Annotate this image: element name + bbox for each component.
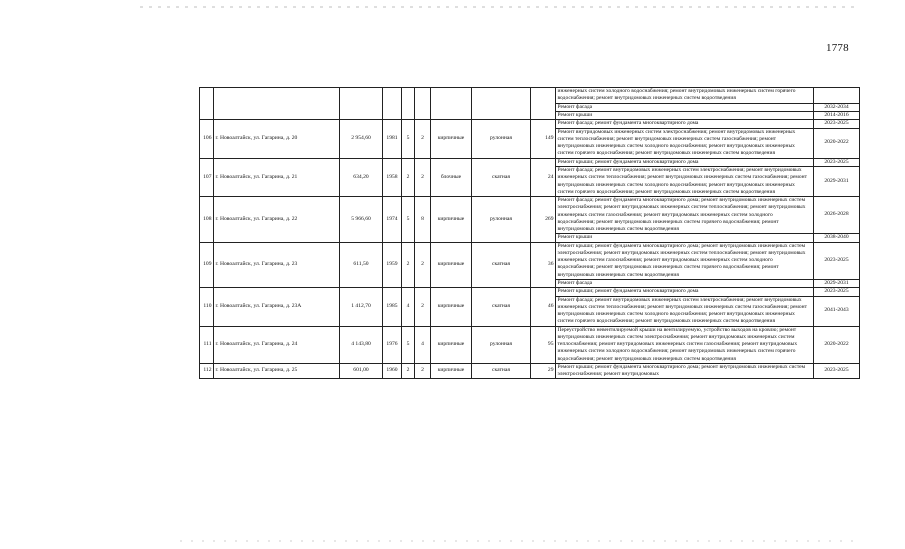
address-cell: г. Новоалтайск, ул. Гагарина, д. 20 [214, 120, 340, 158]
house-number-cell: 108 [200, 197, 214, 243]
address-cell: г. Новоалтайск, ул. Гагарина, д. 21 [214, 158, 340, 196]
term-cell: 2020-2022 [814, 128, 860, 158]
year-cell: 1958 [383, 158, 402, 196]
wall-material-cell: кирпичные [431, 197, 472, 243]
wall-material-cell: блочные [431, 158, 472, 196]
house-number-cell: 106 [200, 120, 214, 158]
empty-cell [340, 88, 383, 120]
term-cell: 2014-2016 [814, 111, 860, 119]
address-cell: г. Новоалтайск, ул. Гагарина, д. 24 [214, 326, 340, 363]
house-number-cell: 112 [200, 363, 214, 379]
empty-cell [383, 88, 402, 120]
term-cell: 2023-2025 [814, 363, 860, 379]
address-cell: г. Новоалтайск, ул. Гагарина, д. 22 [214, 197, 340, 243]
area-cell: 634,20 [340, 158, 383, 196]
term-cell: 2023-2025 [814, 242, 860, 279]
year-cell: 1959 [383, 242, 402, 288]
term-cell: 2023-2025 [814, 158, 860, 166]
floors-cell: 2 [402, 363, 415, 379]
area-cell: 601,00 [340, 363, 383, 379]
empty-cell [214, 88, 340, 120]
year-cell: 1974 [383, 197, 402, 243]
term-cell: 2026-2028 [814, 197, 860, 234]
work-cell: Ремонт крыши; ремонт фундамента многоквартирного дома; ремонт внутридомовых инженерных систем электроснабжения; ремонт внутридомовых [556, 363, 814, 379]
wall-material-cell: кирпичные [431, 326, 472, 363]
year-cell: 1981 [383, 120, 402, 158]
floors-cell: 2 [402, 242, 415, 288]
work-cell: Ремонт фасада [556, 279, 814, 287]
apartments-cell: 46 [531, 288, 556, 326]
floors-cell: 2 [402, 158, 415, 196]
work-cell: Ремонт крыши; ремонт фундамента многоквартирного дома [556, 288, 814, 296]
wall-material-cell: кирпичные [431, 363, 472, 379]
roof-type-cell: рулонная [472, 326, 531, 363]
entrances-cell: 4 [415, 326, 431, 363]
entrances-cell: 2 [415, 158, 431, 196]
roof-type-cell: рулонная [472, 120, 531, 158]
scan-artifact-top [140, 6, 860, 8]
table-row [200, 363, 860, 379]
apartments-cell: 149 [531, 120, 556, 158]
entrances-cell: 2 [415, 363, 431, 379]
table-row [200, 197, 860, 234]
empty-cell [402, 88, 415, 120]
empty-cell [472, 88, 531, 120]
house-number-cell: 109 [200, 242, 214, 288]
term-cell [814, 88, 860, 104]
work-cell: инженерных систем холодного водоснабжения; ремонт внутридомовых инженерных систем горячего водоснабжения; ремонт внутридомовых инженерных систем водоотведения [556, 88, 814, 104]
roof-type-cell: рулонная [472, 197, 531, 243]
term-cell: 2038-2040 [814, 234, 860, 242]
table-row [200, 158, 860, 166]
apartments-cell: 269 [531, 197, 556, 243]
area-cell: 2 954,60 [340, 120, 383, 158]
term-cell: 2020-2022 [814, 326, 860, 363]
work-cell: Ремонт фасада; ремонт внутридомовых инженерных систем электроснабжения; ремонт внутридомовых инженерных систем теплоснабжения; ремонт внутридомовых инженерных систем газоснабжения; ремонт внутридомовых инженерных систем холодного водоснабжения; ремонт внутридомовых инженерных систем горячего водоснабжения; ремонт внутридомовых инженерных систем водоотведения [556, 167, 814, 197]
work-cell: Ремонт фасада; ремонт фундамента многоквартирного дома; ремонт внутридомовых инженерных систем электроснабжения; ремонт внутридомовых инженерных систем теплоснабжения; ремонт внутридомовых инженерных систем газоснабжения; ремонт внутридомовых инженерных систем холодного водоснабжения; ремонт внутридомовых инженерных систем горячего водоснабжения; ремонт внутридомовых инженерных систем водоотведения [556, 197, 814, 234]
table-row [200, 326, 860, 363]
work-cell: Ремонт фасада [556, 103, 814, 111]
floors-cell: 5 [402, 326, 415, 363]
wall-material-cell: кирпичные [431, 242, 472, 288]
work-cell: Ремонт крыши; ремонт фундамента многоквартирного дома; ремонт внутридомовых инженерных систем электроснабжения; ремонт внутридомовых инженерных систем теплоснабжения; ремонт внутридомовых инженерных систем газоснабжения; ремонт внутридомовых инженерных систем холодного водоснабжения; ремонт внутридомовых инженерных систем горячего водоснабжения; ремонт внутридомовых инженерных систем водоотведения [556, 242, 814, 279]
empty-cell [415, 88, 431, 120]
roof-type-cell: скатная [472, 363, 531, 379]
work-cell: Ремонт крыши; ремонт фундамента многоквартирного дома [556, 158, 814, 166]
area-cell: 4 143,80 [340, 326, 383, 363]
empty-cell [431, 88, 472, 120]
work-cell: Ремонт внутридомовых инженерных систем электроснабжения; ремонт внутридомовых инженерных систем теплоснабжения; ремонт внутридомовых инженерных систем газоснабжения; ремонт внутридомовых инженерных систем холодного водоснабжения; ремонт внутридомовых инженерных систем горячего водоснабжения; ремонт внутридомовых инженерных систем водоотведения [556, 128, 814, 158]
area-cell: 5 966,60 [340, 197, 383, 243]
work-cell: Ремонт фасада; ремонт внутридомовых инженерных систем электроснабжения; ремонт внутридомовых инженерных систем теплоснабжения; ремонт внутридомовых инженерных систем газоснабжения; ремонт внутридомовых инженерных систем холодного водоснабжения; ремонт внутридомовых инженерных систем горячего водоснабжения; ремонт внутридомовых инженерных систем водоотведения [556, 296, 814, 326]
scan-artifact-bottom [180, 540, 860, 542]
work-cell: Ремонт крыши [556, 111, 814, 119]
term-cell: 2029-2031 [814, 167, 860, 197]
apartments-cell: 95 [531, 326, 556, 363]
term-cell: 2023-2025 [814, 120, 860, 128]
floors-cell: 5 [402, 120, 415, 158]
term-cell: 2032-2034 [814, 103, 860, 111]
empty-cell [531, 88, 556, 120]
floors-cell: 5 [402, 197, 415, 243]
area-cell: 611,50 [340, 242, 383, 288]
entrances-cell: 2 [415, 242, 431, 288]
year-cell: 1976 [383, 326, 402, 363]
table-row [200, 88, 860, 104]
address-cell: г. Новоалтайск, ул. Гагарина, д. 23А [214, 288, 340, 326]
year-cell: 1960 [383, 363, 402, 379]
apartments-cell: 36 [531, 242, 556, 288]
floors-cell: 4 [402, 288, 415, 326]
entrances-cell: 2 [415, 288, 431, 326]
empty-cell [200, 88, 214, 120]
apartments-cell: 24 [531, 158, 556, 196]
table-row [200, 288, 860, 296]
term-cell: 2029-2031 [814, 279, 860, 287]
roof-type-cell: скатная [472, 242, 531, 288]
work-cell: Ремонт фасада; ремонт фундамента многоквартирного дома [556, 120, 814, 128]
entrances-cell: 8 [415, 197, 431, 243]
term-cell: 2041-2043 [814, 296, 860, 326]
work-cell: Переустройство невентилируемой крыши на вентилируемую, устройство выходов на кровлю; ремонт внутридомовых инженерных систем электроснабжения; ремонт внутридомовых инженерных систем теплоснабжения; ремонт внутридомовых инженерных систем газоснабжения; ремонт внутридомовых инженерных систем холодного водоснабжения; ремонт внутридомовых инженерных систем горячего водоснабжения; ремонт внутридомовых инженерных систем водоотведения [556, 326, 814, 363]
roof-type-cell: скатная [472, 288, 531, 326]
address-cell: г. Новоалтайск, ул. Гагарина, д. 25 [214, 363, 340, 379]
page-number: 1778 [826, 42, 849, 54]
wall-material-cell: кирпичные [431, 288, 472, 326]
year-cell: 1985 [383, 288, 402, 326]
apartments-cell: 29 [531, 363, 556, 379]
address-cell: г. Новоалтайск, ул. Гагарина, д. 23 [214, 242, 340, 288]
area-cell: 1 412,70 [340, 288, 383, 326]
roof-type-cell: скатная [472, 158, 531, 196]
table-row [200, 242, 860, 279]
work-cell: Ремонт крыши [556, 234, 814, 242]
term-cell: 2023-2025 [814, 288, 860, 296]
house-number-cell: 107 [200, 158, 214, 196]
wall-material-cell: кирпичные [431, 120, 472, 158]
entrances-cell: 2 [415, 120, 431, 158]
house-number-cell: 111 [200, 326, 214, 363]
table-row [200, 120, 860, 128]
house-number-cell: 110 [200, 288, 214, 326]
housing-registry-table [199, 87, 860, 379]
